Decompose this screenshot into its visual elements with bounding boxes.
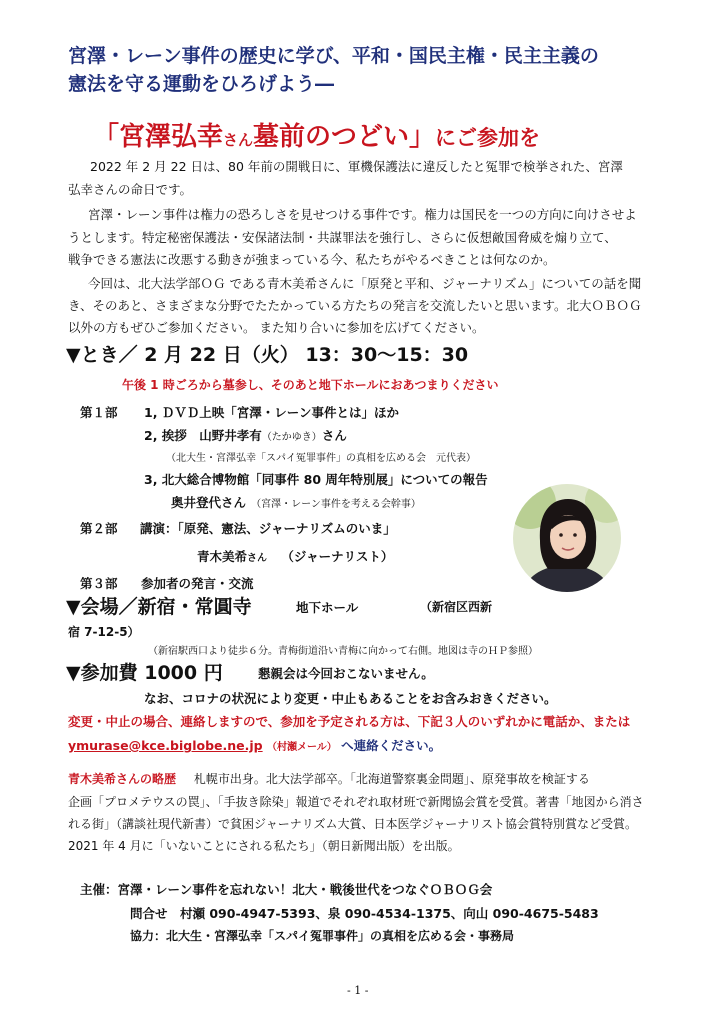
venue-access: （新宿駅西口より徒歩６分。青梅街道沿い青梅に向かって右側。地図は寺のＨＰ参照） [148, 646, 538, 657]
intro-line: 2022 年 2 月 22 日は、80 年前の開戦日に、軍機保護法に違反したと冤罪で検挙された、宮澤 [90, 159, 623, 174]
fee-covid-note: なお、コロナの状況により変更・中止もあることをお含みおきください。 [144, 691, 557, 706]
venue-area: （新宿区西新 [420, 600, 493, 614]
program-part2-speaker: 青木美希 [197, 549, 248, 564]
when-heading: ▼とき／ 2 月 22 日（火） 13：30～15：30 [66, 344, 469, 366]
program-item2-ruby: （たかゆき） [261, 432, 322, 443]
program-item3-name: 奥井登代さん [171, 495, 247, 510]
when-note: 午後 1 時ごろから墓参し、そのあと地下ホールにおあつまりください [122, 378, 499, 392]
fee-heading: ▼参加費 1000 円 [66, 662, 223, 684]
venue-area-cont: 宿 7-12-5） [68, 625, 140, 639]
event-title [93, 116, 540, 153]
event-title-tail: にご参加を [435, 126, 541, 150]
event-title-mid: 墓前のつどい」 [253, 122, 436, 152]
program-item2-sub: （北大生・宮澤弘幸「スパイ冤罪事件」の真相を広める会 元代表） [166, 453, 476, 464]
intro-line: 宮澤・レーン事件は権力の恐ろしさを見せつける事件です。権力は国民を一つの方向に向けさせよ [88, 207, 637, 222]
contact-notice-line: 変更・中止の場合、連絡しますので、参加を予定される方は、下記３人のいずれかに電話か、または [68, 714, 631, 729]
program-item3-speaker [171, 492, 421, 511]
intro-line: 以外の方もぜひご参加ください。 また知り合いに参加を広げてください。 [68, 320, 485, 335]
program-item3: 3, 北大総合博物館「同事件 80 周年特別展」についての報告 [144, 472, 488, 487]
page-number: - 1 - [347, 984, 369, 997]
program-item3-org: （宮澤・レーン事件を考える会幹事） [251, 499, 421, 510]
program-part2-speaker-line [197, 547, 393, 565]
intro-line: 今回は、北大法学部ＯＧ である青木美希さんに「原発と平和、ジャーナリズム」についての話を聞 [88, 276, 642, 291]
program-item1: 1, ＤＶＤ上映「宮澤・レーン事件とは」ほか [144, 405, 400, 420]
program-part2-san: さん [247, 553, 268, 564]
bio-line: れる街」（講談社現代新書）で貧困ジャーナリズム大賞、日本医学ジャーナリスト協会賞特別賞など受賞。 [68, 817, 638, 831]
bio-line1-text: 札幌市出身。北大法学部卒。「北海道警察裏金問題」、原発事故を検証する [193, 772, 590, 786]
program-part1-label: 第１部 [80, 405, 118, 420]
program-item2-main: 2, 挨拶 山野井孝有 [144, 428, 262, 443]
speaker-photo [512, 483, 622, 593]
intro-line: 弘幸さんの命日です。 [68, 182, 193, 197]
program-part2-role: （ジャーナリスト） [281, 549, 394, 564]
footer-cooperation: 協力：北大生・宮澤弘幸「スパイ冤罪事件」の真相を広める会・事務局 [130, 929, 515, 943]
intro-line: うとします。特定秘密保護法・安保諸法制・共謀罪法を強行し、さらに仮想敵国脅威を煽り立て、 [68, 230, 617, 245]
intro-line: 戦争できる憲法に改悪する動きが強まっている今、私たちがやるべきことは何なのか。 [68, 252, 556, 267]
program-part2-text: 講演：「原発、憲法、ジャーナリズムのいま」 [140, 521, 396, 536]
intro-line: き、そのあと、さまざまな分野でたたかっている方たちの発言を交流したいと思います。北大ＯＢＯＧ [68, 298, 642, 313]
footer-inquiry: 問合せ 村瀬 090-4947-5393、泉 090-4534-1375、向山 090-4675-5483 [130, 906, 599, 921]
program-part3-text: 参加者の発言・交流 [141, 576, 254, 591]
header-subtitle-line2: 憲法を守る運動をひろげよう― [68, 73, 335, 95]
bio-line: 2021 年 4 月に「いないことにされる私たち」（朝日新聞出版）を出版。 [68, 839, 460, 853]
contact-email-note: （村瀬メール） [266, 742, 337, 753]
program-item2-san: さん [321, 428, 347, 443]
footer-organizer: 主催：宮澤・レーン事件を忘れない！北大・戦後世代をつなぐＯＢＯＧ会 [80, 882, 493, 897]
program-part2-label: 第２部 [80, 521, 118, 536]
program-item2 [144, 426, 347, 444]
contact-notice-tail: へ連絡ください。 [341, 738, 442, 753]
bio-line1 [68, 770, 590, 787]
bio-label: 青木美希さんの略歴 [68, 772, 177, 786]
contact-email-link[interactable]: ymurase@kce.biglobe.ne.jp [68, 738, 263, 753]
contact-notice-email-line [68, 736, 441, 754]
venue-hall: 地下ホール [296, 600, 359, 615]
program-part3-label: 第３部 [80, 576, 118, 591]
bio-line: 企画「プロメテウスの罠」、「手抜き除染」報道でそれぞれ取材班で新聞協会賞を受賞。著書「地図から消さ [68, 795, 644, 809]
venue-heading: ▼会場／新宿・常圓寺 [66, 596, 252, 618]
event-title-san: さん [223, 131, 254, 149]
event-title-open: 「宮澤弘幸 [93, 122, 224, 152]
fee-note: 懇親会は今回おこないません。 [258, 666, 434, 681]
header-subtitle-line1: 宮澤・レーン事件の歴史に学び、平和・国民主権・民主主義の [68, 45, 599, 67]
